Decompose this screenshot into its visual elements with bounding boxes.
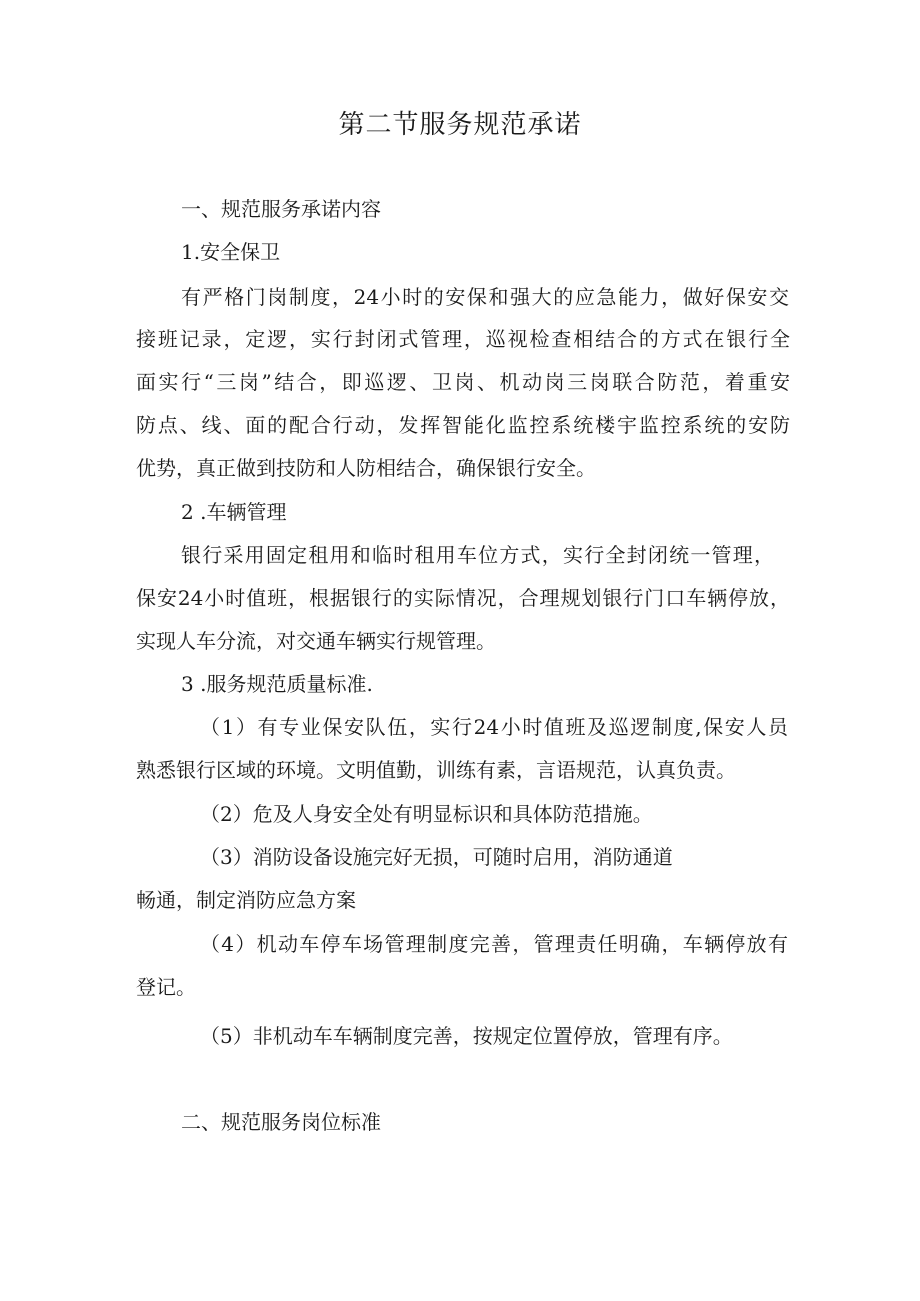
item-heading-quality: 3 .服务规范质量标准. [181,672,373,696]
paragraph-line: 登记。 [136,975,196,999]
section-heading-1: 一、规范服务承诺内容 [181,197,381,221]
paragraph-line: （4）机动车停车场管理制度完善，管理责任明确，车辆停放有 [200,932,788,956]
page-title: 第二节服务规范承诺 [338,110,582,140]
paragraph-line: （5）非机动车车辆制度完善，按规定位置停放，管理有序。 [200,1024,733,1048]
section-heading-2: 二、规范服务岗位标准 [181,1110,381,1134]
paragraph-line: 防点、线、面的配合行动，发挥智能化监控系统楼宇监控系统的安防 [136,413,790,437]
paragraph-line: （2）危及人身安全处有明显标识和具体防范措施。 [200,802,653,826]
paragraph-line: 接班记录，定逻，实行封闭式管理，巡视检查相结合的方式在银行全 [136,327,790,351]
paragraph-line: 优势，真正做到技防和人防相结合，确保银行安全。 [136,456,596,480]
paragraph-line: 熟悉银行区域的环境。文明值勤，训练有素，言语规范，认真负责。 [136,758,736,782]
item-heading-vehicle: 2 .车辆管理 [181,500,287,524]
paragraph-line: （1）有专业保安队伍，实行24小时值班及巡逻制度,保安人员 [200,715,788,739]
item-heading-security: 1.安全保卫 [181,240,281,264]
paragraph-line: 银行采用固定租用和临时租用车位方式，实行全封闭统一管理， [181,543,774,567]
paragraph-line: 畅通，制定消防应急方案 [136,888,356,912]
paragraph-line: （3）消防设备设施完好无损，可随时启用，消防通道 [200,845,673,869]
paragraph-line: 实现人车分流，对交通车辆实行规管理。 [136,629,496,653]
paragraph-line: 面实行“三岗”结合，即巡逻、卫岗、机动岗三岗联合防范，着重安 [136,370,790,394]
paragraph-line: 有严格门岗制度，24小时的安保和强大的应急能力，做好保安交 [181,285,789,309]
paragraph-line: 保安24小时值班，根据银行的实际情况，合理规划银行门口车辆停放， [136,586,790,610]
